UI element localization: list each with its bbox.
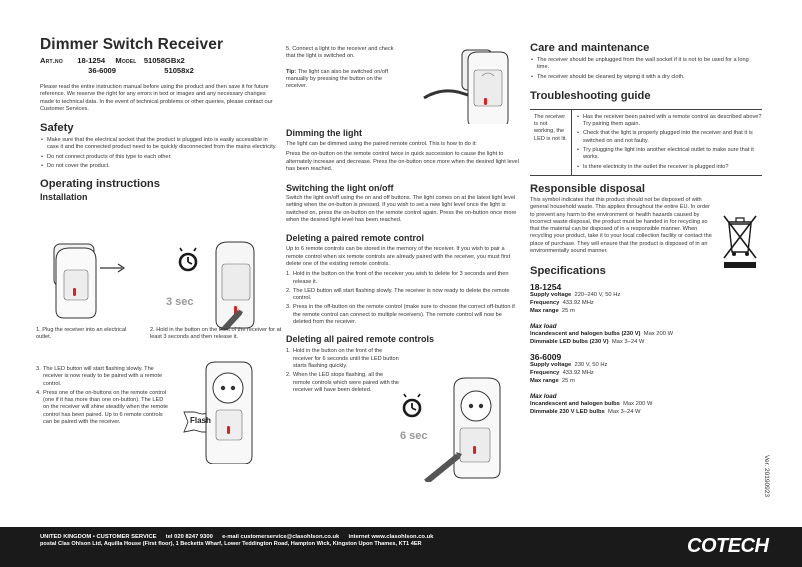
delete-step: 3. Press in the off-button on the remote control (make sure to choose the correct off-button if the remote control can connect to multiple receivers). The remote control will now be deleted from the receiver. (286, 304, 515, 326)
safety-heading: Safety (40, 122, 74, 135)
pairing-steps (36, 366, 168, 428)
trouble-list (576, 114, 762, 171)
care-item: • The receiver should be unplugged from the wall socket if it is not to be used for a long time. (530, 57, 762, 72)
footer-internet-label: internet (348, 534, 370, 540)
model-2: 51058x2 (164, 66, 194, 75)
deleting-one-intro: Up to 6 remote controls can be stored in the memory of the receiver. If you wish to pair a remote control when six remote controls are already paired with the receiver, you must first delete one of the existing remote controls. (286, 246, 511, 267)
flash-illustration (180, 360, 282, 464)
step-5: 5. Connect a light to the receiver and check that the light is switched on. (286, 46, 394, 60)
column-middle (286, 128, 520, 396)
delete-all-step: 2. When the LED stops flashing, all the remote controls which were paired with the receiver will have been deleted. (286, 372, 400, 393)
art-no-1: 18-1254 (77, 56, 106, 65)
step-3: 3. The LED button will start flashing slowly. The receiver is now ready to be paired with a remote control. (36, 366, 163, 387)
trouble-problem: The receiver is not working, the LED is not lit. (530, 110, 572, 175)
safety-item: • Do not cover the product. (40, 163, 278, 170)
footer-contact-line: UNITED KINGDOM • CUSTOMER SERVICE tel 020 8247 9300 e-mail customerservice@clasohlson.co.uk internet www.clasohlson.co.uk (40, 534, 434, 540)
version-label: Ver. 20190923 (763, 455, 770, 497)
trouble-item: • Is there electricity in the outlet the receiver is plugged into? (576, 164, 762, 171)
footer-country: UNITED KINGDOM (40, 534, 92, 540)
deleting-one-steps (286, 271, 520, 326)
spec-maxload-label: Max load (530, 392, 557, 400)
column-left (40, 36, 278, 203)
brand-logo: COTECH (687, 535, 769, 557)
step-1-caption: 1. Plug the receiver into an electrical outlet. (36, 327, 127, 341)
step-5-block (286, 46, 404, 90)
footer-tel: tel 020 8247 9300 (165, 534, 213, 540)
delete-all-step: 1. Hold in the button on the front of the receiver for 6 seconds until the LED button starts flashing quickly. (286, 348, 399, 369)
weee-bin-icon (718, 212, 762, 270)
delete-step: 2. The LED button will start flashing slowly. The receiver is now ready to delete the remote control. (286, 287, 510, 302)
art-no-label: Art.no (40, 56, 63, 65)
model-1: 51058GBx2 (143, 56, 185, 65)
footer-email-label: e-mail (222, 534, 239, 540)
footer-service-label: CUSTOMER SERVICE (96, 534, 157, 540)
safety-item: • Make sure that the electrical socket that the product is plugged into is easily accessible in case it and the connected product need to be quickly disconnected from the mains electricity. (40, 137, 278, 152)
article-numbers (40, 56, 278, 76)
troubleshooting-heading: Troubleshooting guide (530, 89, 651, 102)
troubleshooting-table (530, 109, 762, 176)
spec-model-36-6009 (530, 352, 762, 416)
model-label: Model (115, 56, 137, 65)
spec-range: Max range 25 m (530, 307, 575, 314)
operating-heading: Operating instructions (40, 178, 160, 191)
footer-email[interactable]: customerservice@clasohlson.co.uk (240, 534, 340, 540)
spec-load-2: Dimmable LED bulbs (230 V) Max 3–24 W (530, 338, 645, 345)
disposal-text: This symbol indicates that this product should not be disposed of with general household waste. This applies throughout the entire EU. In order to prevent any harm to the environment or health hazards caused by incorrect waste disposal, the product must be handed in for recycling so that the material can be disposed of in a responsible manner. When recycling your product, take it to your local collection facility or contact the place of purchase. They will ensure that the product is disposed of in an environmentally sound manner. (530, 196, 712, 255)
care-heading: Care and maintenance (530, 42, 650, 54)
trouble-item: • Try plugging the light into another electrical outlet to make sure that it works. (576, 147, 762, 162)
intro-text: Please read the entire instruction manual before using the product and then save it for future reference. We reserve the right for any errors in text or images and any necessary changes made to technical data. In the event of technical problems or other queries, please contact our Customer Services. (40, 84, 273, 112)
footer-website-link[interactable]: www.clasohlson.co.uk (371, 534, 434, 540)
timer-6sec-label: 6 sec (400, 430, 428, 442)
switching-text: Switch the light on/off using the on and off buttons. The light comes on at the latest light level setting when the on-button is pressed. If you wish to set a new light level once the light is switched on, press the on-button on the remote control again. Press the on-button once more when the desired light level has been reached. (286, 195, 517, 224)
spec-model-number: 36-6009 (530, 352, 562, 363)
timer-3sec-label: 3 sec (166, 296, 194, 308)
deleting-all-heading: Deleting all paired remote controls (286, 334, 435, 345)
tip-text: Tip: The light can also be switched on/off manually by pressing the button on the receiver. (286, 68, 388, 90)
light-connection-illustration (418, 40, 518, 124)
dimming-heading: Dimming the light (286, 128, 362, 138)
care-item: • The receiver should be cleaned by wiping it with a dry cloth. (530, 74, 762, 81)
safety-item: • Do not connect products of this type to each other. (40, 154, 278, 161)
spec-frequency: Frequency 433.92 MHz (530, 300, 594, 307)
trouble-item: • Check that the light is properly plugged into the receiver and that it is switched on and not faulty. (576, 130, 762, 145)
trouble-item: • Has the receiver been paired with a remote control as described above? Try pairing them again. (576, 114, 762, 129)
dimming-text-2: Press the on-button on the remote control twice in quick succession to cause the light to alternately increase and decrease. Press the on-button once more when the desired light level has been reached. (286, 151, 519, 172)
delete-all-illustration (398, 376, 520, 482)
spec-load-1: Incandescent and halogen bulbs (230 V) Max 200 W (530, 330, 674, 337)
deleting-one-heading: Deleting a paired remote control (286, 233, 425, 244)
switching-heading: Switching the light on/off (286, 183, 394, 194)
spec-load-1: Incandescent and halogen bulbs Max 200 W (530, 400, 653, 407)
spec-supply: Supply voltage 220–240 V, 50 Hz (530, 292, 621, 299)
spec-supply: Supply voltage 230 V, 50 Hz (530, 362, 608, 369)
spec-frequency: Frequency 433.92 MHz (530, 370, 594, 377)
step-2-caption: 2. Hold in the button on the front of the receiver for at least 3 seconds and then release it. (150, 327, 282, 341)
spec-model-18-1254 (530, 282, 762, 346)
plug-in-illustration (44, 240, 130, 320)
spec-range: Max range 25 m (530, 377, 575, 384)
safety-list (40, 137, 278, 170)
spec-maxload-label: Max load (530, 322, 557, 330)
footer-bar (0, 527, 802, 567)
delete-step: 1. Hold in the button on the front of the receiver you wish to delete for 3 seconds and then release it. (286, 271, 509, 285)
footer-postal: postal Clas Ohlson Ltd, Aquilla House (First floor), 1 Becketts Wharf, Lower Teddington Road, Hampton Wick, Kingston Upon Thames, KT1 4ER (40, 541, 422, 547)
deleting-all-steps (286, 348, 402, 394)
flash-label: Flash (190, 416, 211, 425)
installation-subheading: Installation (40, 192, 88, 203)
spec-model-number: 18-1254 (530, 282, 562, 293)
page-title: Dimmer Switch Receiver (40, 36, 224, 53)
spec-load-2: Dimmable 230 V LED bulbs Max 3–24 W (530, 408, 641, 415)
specifications-heading: Specifications (530, 265, 606, 278)
disposal-heading: Responsible disposal (530, 182, 646, 195)
trouble-solutions (572, 110, 762, 175)
step-4: 4. Press one of the on-buttons on the remote control (one if it has more than one on-button). The LED on the receiver will shine steadily when the remote control has been paired. Up to 6 remote controls can be paired with the receiver. (36, 389, 168, 426)
hold-button-illustration (158, 236, 274, 330)
art-no-2: 36-6009 (88, 66, 116, 75)
tip-label: Tip: (286, 68, 297, 75)
dimming-text-1: The light can be dimmed using the paired remote control. This is how to do it: (286, 141, 477, 147)
care-list (530, 57, 762, 81)
